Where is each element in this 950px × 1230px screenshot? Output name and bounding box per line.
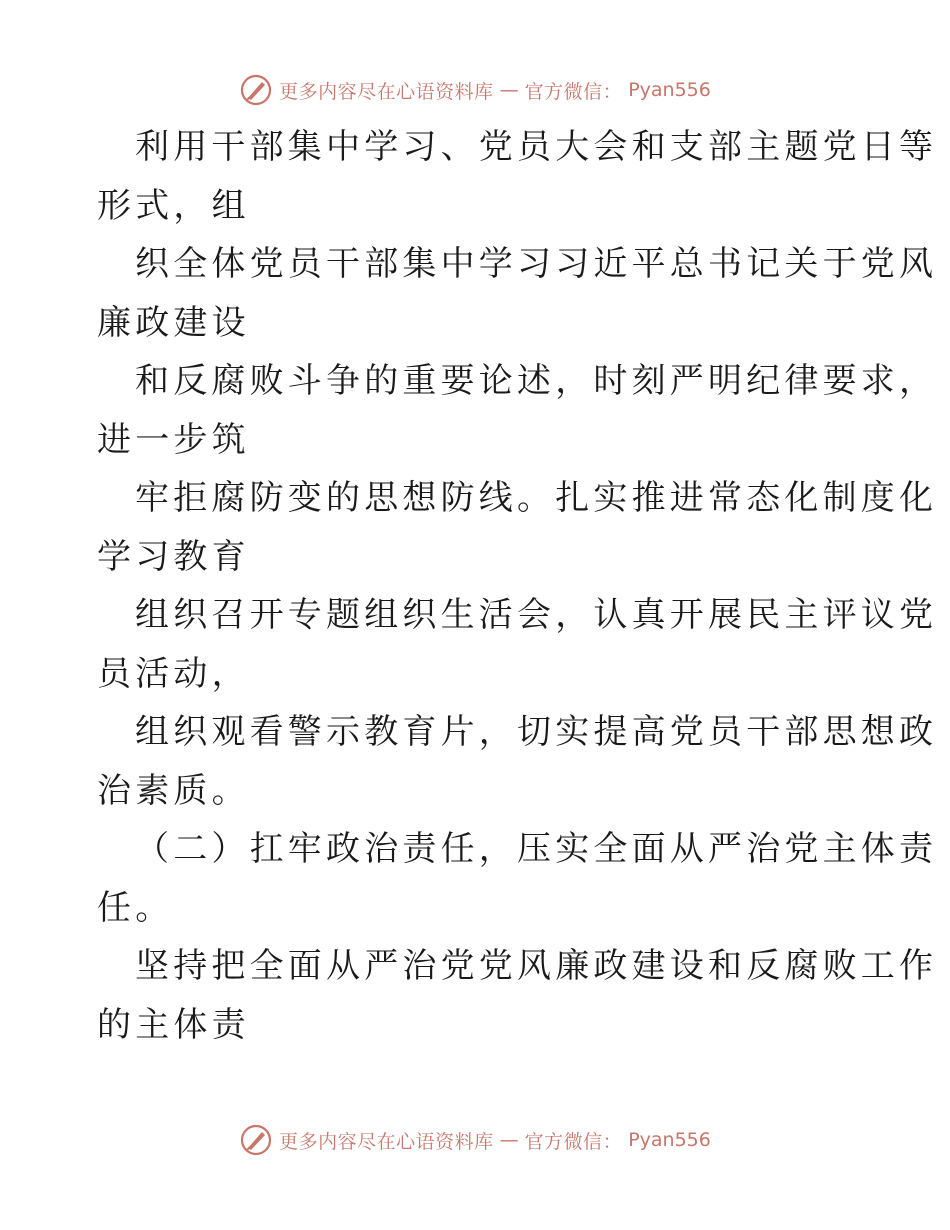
- text-line: 组织观看警示教育片，切实提高党员干部思想政: [135, 712, 938, 752]
- text-line: 利用干部集中学习、党员大会和支部主题党日等: [135, 127, 938, 167]
- text-line: 员活动，: [97, 653, 250, 694]
- text-line: 牢拒腐防变的思想防线。扎实推进常态化制度化: [135, 478, 938, 518]
- quill-logo-icon: [239, 73, 273, 107]
- watermark-text: 更多内容尽在心语资料库: [279, 1130, 494, 1153]
- text-line: 学习教育: [97, 536, 250, 577]
- watermark-handle: Pyan556: [628, 1129, 711, 1151]
- quill-logo-icon: [239, 1123, 273, 1157]
- header-watermark: [0, 70, 950, 110]
- text-line: 进一步筑: [97, 419, 250, 460]
- text-line: 和反腐败斗争的重要论述，时刻严明纪律要求，: [135, 361, 938, 401]
- text-line: 廉政建设: [97, 302, 250, 343]
- watermark-separator: —: [499, 1129, 519, 1151]
- text-line: 形式，组: [97, 185, 250, 226]
- body-text: [97, 118, 938, 1054]
- text-line: 坚持把全面从严治党党风廉政建设和反腐败工作: [135, 946, 938, 986]
- watermark-text: 更多内容尽在心语资料库: [279, 80, 494, 103]
- text-line: 的主体责: [97, 1004, 250, 1045]
- watermark-suffix: 官方微信：: [524, 80, 623, 103]
- section-heading: （二）扛牢政治责任，压实全面从严治党主体责: [135, 829, 938, 869]
- text-line: 织全体党员干部集中学习习近平总书记关于党风: [135, 244, 938, 284]
- watermark-separator: —: [499, 79, 519, 101]
- text-line: 治素质。: [97, 770, 250, 811]
- footer-watermark: [0, 1120, 950, 1160]
- text-line: 任。: [97, 887, 174, 928]
- watermark-handle: Pyan556: [628, 79, 711, 101]
- text-line: 组织召开专题组织生活会，认真开展民主评议党: [135, 595, 938, 635]
- watermark-suffix: 官方微信：: [524, 1130, 623, 1153]
